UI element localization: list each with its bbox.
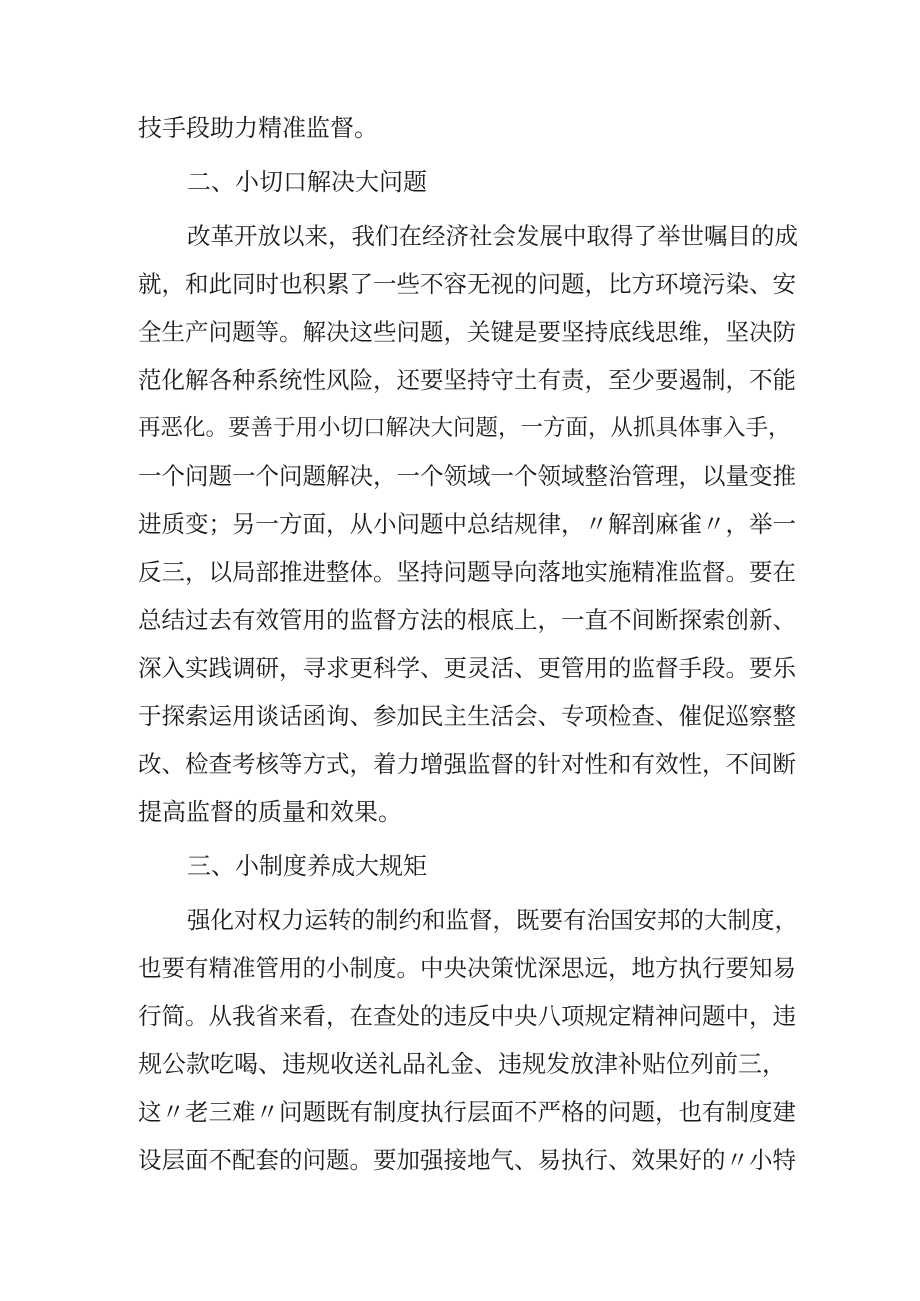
text-line: 强化对权力运转的制约和监督，既要有治国安邦的大制度， [187,906,798,934]
text-line: 反三，以局部推进整体。坚持问题导向落地实施精准监督。要在 [138,558,796,586]
text-line: 技手段助力精准监督。 [138,114,378,142]
text-line: 深入实践调研，寻求更科学、更灵活、更管用的监督手段。要乐 [138,654,796,682]
text-line: 这〃老三难〃问题既有制度执行层面不严格的问题，也有制度建 [138,1098,796,1126]
text-line: 规公款吃喝、违规收送礼品礼金、违规发放津补贴位列前三， [138,1050,786,1078]
text-line: 设层面不配套的问题。要加强接地气、易执行、效果好的〃小特 [138,1146,796,1174]
text-line: 范化解各种系统性风险，还要坚持守土有责，至少要遏制，不能 [138,366,796,394]
text-line: 一个问题一个问题解决，一个领域一个领域整治管理，以量变推 [138,462,796,490]
text-line: 就，和此同时也积累了一些不容无视的问题，比方环境污染、安 [138,270,796,298]
text-line: 也要有精准管用的小制度。中央决策忧深思远，地方执行要知易 [138,954,796,982]
text-line: 总结过去有效管用的监督方法的根底上，一直不间断探索创新、 [138,606,796,634]
text-line: 改革开放以来，我们在经济社会发展中取得了举世嘱目的成 [187,222,798,250]
text-line: 提高监督的质量和效果。 [138,798,402,826]
text-line: 于探索运用谈话函询、参加民主生活会、专项检查、催促巡察整 [138,702,796,730]
text-line: 再恶化。要善于用小切口解决大问题，一方面，从抓具体事入手， [138,415,791,441]
section-heading: 三、小制度养成大规矩 [187,852,427,880]
text-line: 行简。从我省来看，在查处的违反中央八项规定精神问题中，违 [138,1002,796,1030]
text-line: 全生产问题等。解决这些问题，关键是要坚持底线思维，坚决防 [138,318,796,346]
text-line: 进质变；另一方面，从小问题中总结规律，〃解剖麻雀〃，举一 [138,510,796,538]
text-line: 改、检查考核等方式，着力增强监督的针对性和有效性，不间断 [138,750,796,778]
section-heading: 二、小切口解决大问题 [187,168,427,196]
